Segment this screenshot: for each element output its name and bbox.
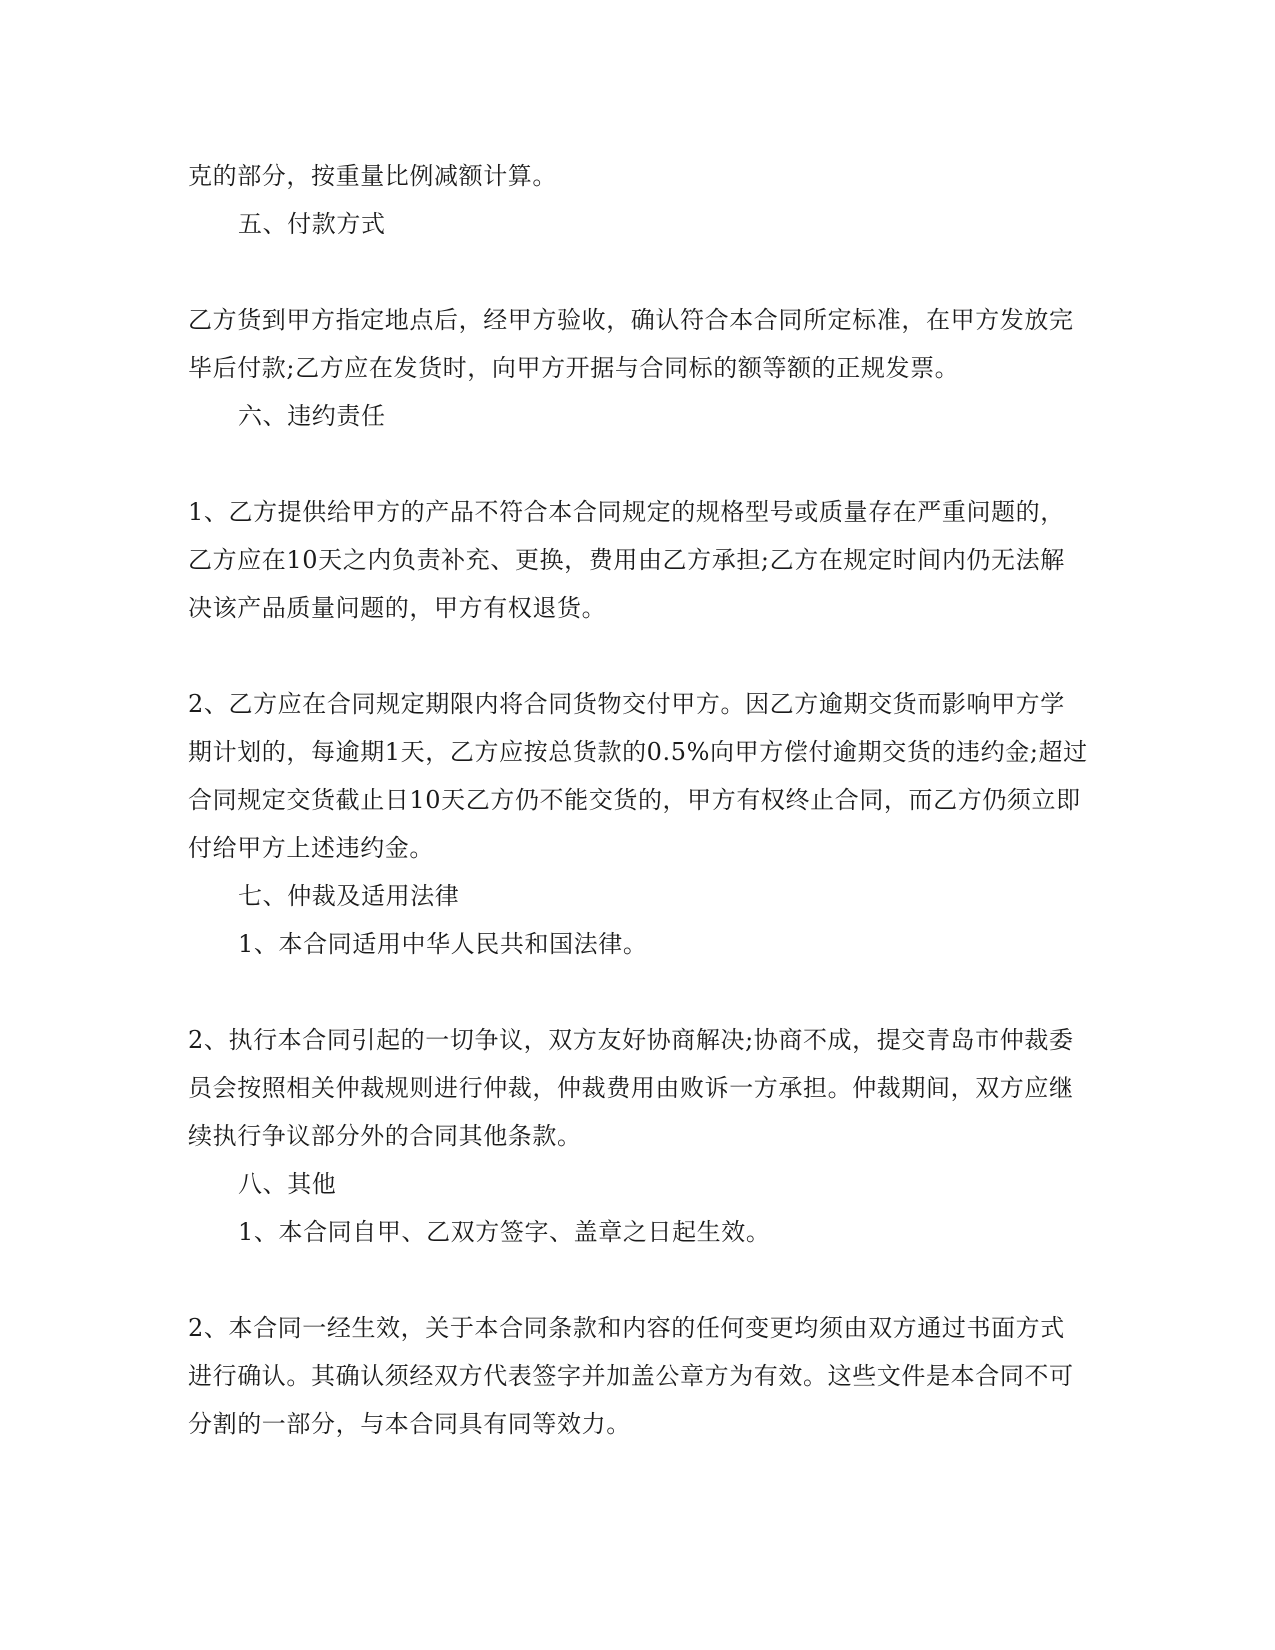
paragraph-line: 乙方应在10天之内负责补充、更换，费用由乙方承担;乙方在规定时间内仍无法解 — [188, 546, 1065, 574]
paragraph-line: 乙方货到甲方指定地点后，经甲方验收，确认符合本合同所定标准，在甲方发放完 — [188, 306, 1074, 334]
paragraph-line: 2、执行本合同引起的一切争议，双方友好协商解决;协商不成，提交青岛市仲裁委 — [188, 1026, 1074, 1054]
paragraph-line: 2、本合同一经生效，关于本合同条款和内容的任何变更均须由双方通过书面方式 — [188, 1314, 1065, 1342]
paragraph-line: 1、本合同适用中华人民共和国法律。 — [238, 930, 648, 958]
section-heading-other: 八、其他 — [238, 1170, 337, 1198]
paragraph-line: 2、乙方应在合同规定期限内将合同货物交付甲方。因乙方逾期交货而影响甲方学 — [188, 690, 1065, 718]
section-heading-liability: 六、违约责任 — [238, 402, 386, 430]
paragraph-line: 分割的一部分，与本合同具有同等效力。 — [188, 1410, 631, 1438]
paragraph-line: 1、乙方提供给甲方的产品不符合本合同规定的规格型号或质量存在严重问题的， — [188, 498, 1065, 526]
section-heading-payment: 五、付款方式 — [238, 210, 386, 238]
paragraph-line: 付给甲方上述违约金。 — [188, 834, 434, 862]
paragraph-line: 续执行争议部分外的合同其他条款。 — [188, 1122, 582, 1150]
paragraph-line: 期计划的，每逾期1天，乙方应按总货款的0.5%向甲方偿付逾期交货的违约金;超过 — [188, 738, 1088, 766]
paragraph-line: 决该产品质量问题的，甲方有权退货。 — [188, 594, 607, 622]
paragraph-line: 1、本合同自甲、乙双方签字、盖章之日起生效。 — [238, 1218, 771, 1246]
paragraph-line: 合同规定交货截止日10天乙方仍不能交货的，甲方有权终止合同，而乙方仍须立即 — [188, 786, 1081, 814]
paragraph-line: 进行确认。其确认须经双方代表签字并加盖公章方为有效。这些文件是本合同不可 — [188, 1362, 1074, 1390]
paragraph-line: 毕后付款;乙方应在发货时，向甲方开据与合同标的额等额的正规发票。 — [188, 354, 960, 382]
section-heading-arbitration: 七、仲裁及适用法律 — [238, 882, 460, 910]
paragraph-line: 员会按照相关仲裁规则进行仲裁，仲裁费用由败诉一方承担。仲裁期间，双方应继 — [188, 1074, 1074, 1102]
paragraph-line: 克的部分，按重量比例减额计算。 — [188, 162, 557, 190]
